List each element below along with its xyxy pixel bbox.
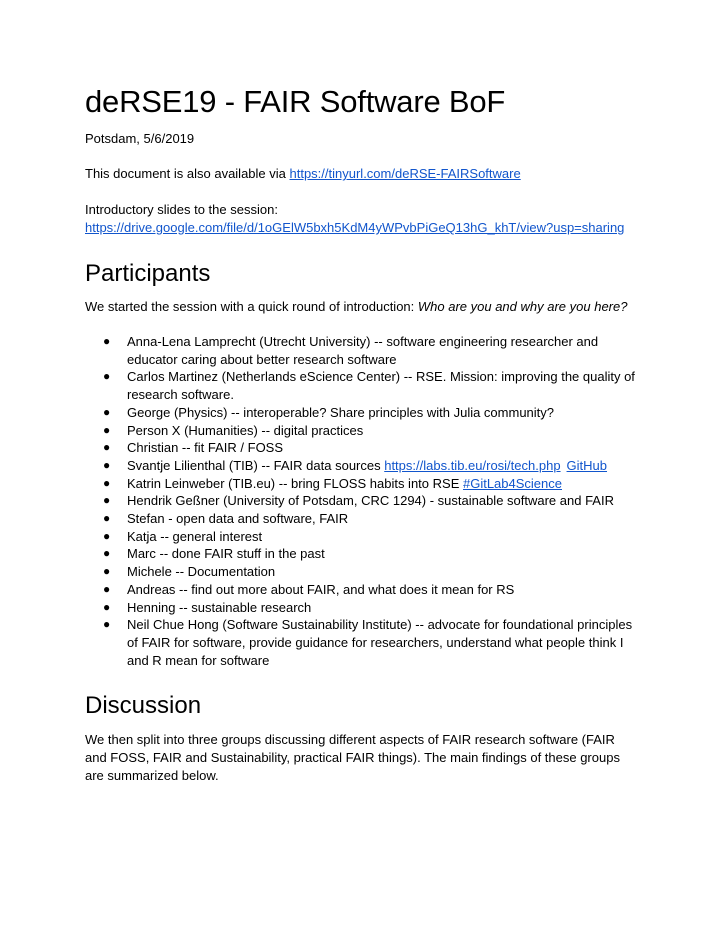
bullet-icon: ● (103, 422, 111, 437)
list-item: ● Henning -- sustainable research (103, 599, 312, 615)
github-link[interactable]: GitHub (566, 457, 608, 473)
list-item: ● Michele -- Documentation (103, 564, 276, 580)
bullet-icon: ● (103, 599, 111, 614)
bullet-icon: ● (103, 457, 111, 472)
document-title: deRSE19 - FAIR Software BoF (85, 84, 506, 119)
bullet-icon: ● (103, 511, 111, 526)
list-item: ● Katrin Leinweber (TIB.eu) -- bring FLOSS habits into RSE #GitLab4Science (103, 475, 562, 491)
list-item: ● Hendrik Geßner (University of Potsdam, CRC 1294) - sustainable software and FAIR (103, 493, 614, 509)
slides-line (85, 219, 624, 237)
bullet-icon: ● (103, 581, 111, 596)
bullet-icon: ● (103, 528, 111, 543)
list-item: ● Person X (Humanities) -- digital practices (103, 422, 364, 438)
list-item: ● Neil Chue Hong (Software Sustainability Institute) -- advocate for foundational principles of FAIR for software, provide guidance for researchers, understand what people think I and R mean for software (103, 617, 633, 668)
intro-text: We started the session with a quick round of introduction: (85, 299, 418, 314)
list-item: ● Stefan - open data and software, FAIR (103, 511, 349, 527)
discussion-heading: Discussion (85, 692, 202, 719)
participants-intro (85, 298, 627, 316)
tinyurl-link[interactable]: https://tinyurl.com/deRSE-FAIRSoftware (289, 166, 521, 181)
bullet-icon: ● (103, 475, 111, 490)
bullet-icon: ● (103, 404, 111, 419)
bullet-icon: ● (103, 493, 111, 508)
gitlab4science-link[interactable]: #GitLab4Science (462, 475, 562, 491)
bullet-icon: ● (103, 546, 111, 561)
slides-link[interactable]: https://drive.google.com/file/d/1oGElW5bxh5KdM4yWPvbPiGeQ13hG_khT/view?usp=sharing (85, 220, 625, 235)
availability-line (85, 165, 521, 183)
bullet-icon: ● (103, 440, 111, 455)
list-item: ● Svantje Lilienthal (TIB) -- FAIR data sources https://labs.tib.eu/rosi/tech.php GitHub (103, 457, 608, 473)
participants-heading: Participants (85, 260, 211, 287)
list-item: ● Carlos Martinez (Netherlands eScience Center) -- RSE. Mission: improving the quality of research software. (103, 369, 635, 403)
list-item: ● Andreas -- find out more about FAIR, and what does it mean for RS (103, 581, 515, 597)
list-item: ● Katja -- general interest (103, 528, 263, 544)
slides-text: Introductory slides to the session: (85, 202, 278, 217)
participants-list (85, 333, 645, 669)
tib-rosi-link[interactable]: https://labs.tib.eu/rosi/tech.php (384, 457, 561, 473)
bullet-icon: ● (103, 564, 111, 579)
bullet-icon: ● (103, 369, 111, 384)
intro-question: Who are you and why are you here? (417, 299, 628, 314)
list-item: ● Christian -- fit FAIR / FOSS (103, 440, 284, 456)
bullet-icon: ● (103, 617, 111, 632)
location-date: Potsdam, 5/6/2019 (85, 131, 195, 146)
list-item: ● George (Physics) -- interoperable? Share principles with Julia community? (103, 404, 555, 420)
list-item: ● Anna-Lena Lamprecht (Utrecht University) -- software engineering researcher and educator caring about better research software (103, 334, 599, 367)
bullet-icon: ● (103, 334, 111, 348)
discussion-text: We then split into three groups discussing different aspects of FAIR research software (FAIR and FOSS, FAIR and Sustainability, practical FAIR things). The main findings of these groups are summarized below. (85, 732, 620, 783)
list-item: ● Marc -- done FAIR stuff in the past (103, 546, 325, 562)
availability-text: This document is also available via (85, 166, 290, 181)
